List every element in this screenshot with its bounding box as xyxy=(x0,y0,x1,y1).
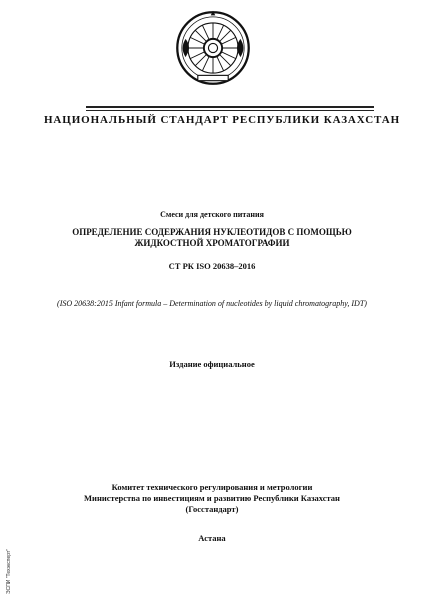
document-title-line-2: ЖИДКОСТНОЙ ХРОМАТОГРАФИИ xyxy=(134,238,290,248)
city-label: Астана xyxy=(198,533,226,543)
iso-reference: (ISO 20638:2015 Infant formula – Determination of nucleotides by liquid chromatography, IDT) xyxy=(57,299,367,308)
standard-heading: НАЦИОНАЛЬНЫЙ СТАНДАРТ РЕСПУБЛИКИ КАЗАХСТАН xyxy=(43,114,401,126)
edition-label: Издание официальное xyxy=(169,359,255,369)
side-watermark-note: ЭСПИ "Техэксперт" xyxy=(6,548,12,594)
header-rule-thin xyxy=(86,110,374,111)
state-emblem-icon xyxy=(175,10,251,86)
publisher-block xyxy=(0,482,424,515)
document-subject: Смеси для детского питания xyxy=(160,210,264,219)
standard-code: СТ РК ISO 20638–2016 xyxy=(168,261,256,271)
header-rule-thick xyxy=(86,106,374,108)
publisher-line-2: Министерства по инвестициям и развитию Республики Казахстан xyxy=(84,493,340,503)
document-title xyxy=(0,227,424,249)
document-title-line-1: ОПРЕДЕЛЕНИЕ СОДЕРЖАНИЯ НУКЛЕОТИДОВ С ПОМОЩЬЮ xyxy=(72,227,352,237)
publisher-line-3: (Госстандарт) xyxy=(185,504,239,514)
publisher-line-1: Комитет технического регулирования и метрологии xyxy=(111,482,313,492)
